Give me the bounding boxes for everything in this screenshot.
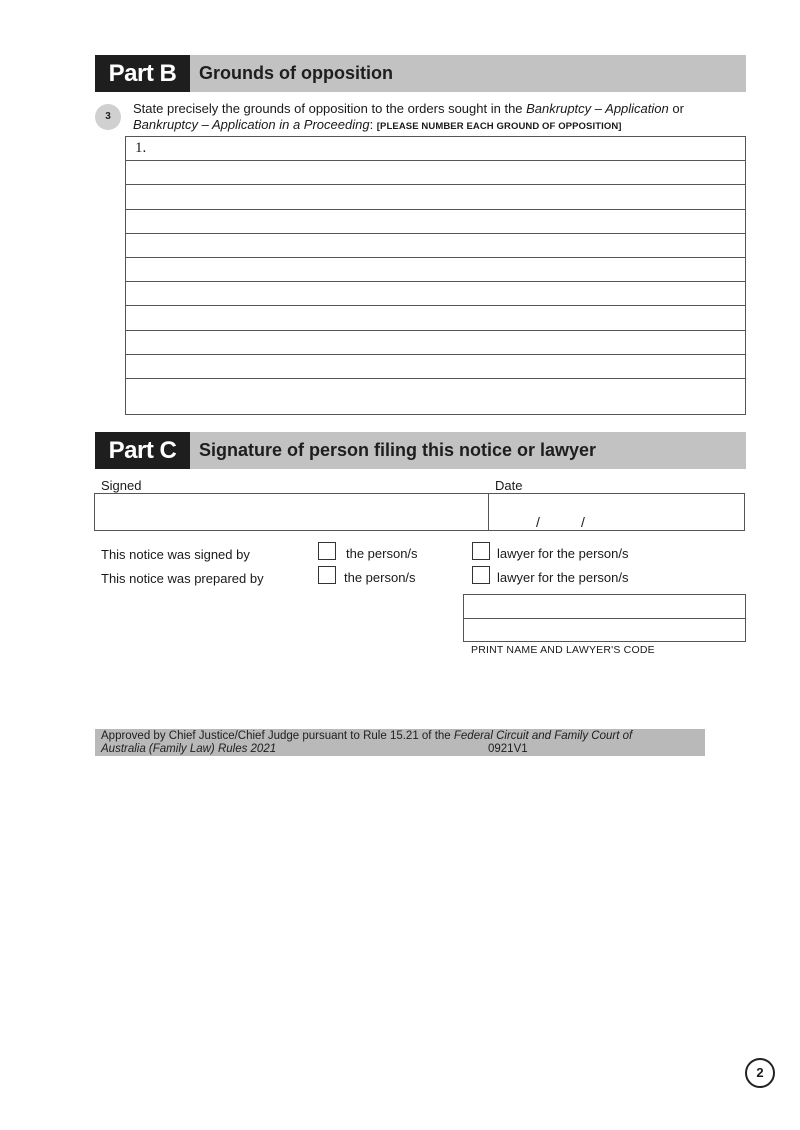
approval-italic: Federal Circuit and Family Court of xyxy=(453,730,633,742)
ground-line[interactable] xyxy=(126,234,745,258)
ground-line[interactable] xyxy=(126,379,745,403)
form-code: 0921V1 xyxy=(488,743,528,755)
signed-by-person-label: the person/s xyxy=(346,546,418,561)
question-caps-note: [PLEASE NUMBER EACH GROUND OF OPPOSITION] xyxy=(376,121,622,132)
signed-by-lawyer-label: lawyer for the person/s xyxy=(497,546,629,561)
ground-line[interactable] xyxy=(126,258,745,282)
part-b-tag: Part B xyxy=(95,55,190,92)
part-c-title: Signature of person filing this notice or lawyer xyxy=(199,440,597,460)
question-italic-part-2: Bankruptcy – Application in a Proceeding xyxy=(133,117,370,132)
approval-text: Approved by Chief Justice/Chief Judge pursuant to Rule 15.21 of the xyxy=(101,730,454,742)
part-b-header xyxy=(95,55,746,92)
ground-number-1: 1. xyxy=(135,140,147,156)
prepared-by-person-label: the person/s xyxy=(344,570,416,585)
part-b-title: Grounds of opposition xyxy=(199,63,393,83)
signature-date-box xyxy=(94,493,745,531)
date-label: Date xyxy=(495,478,523,493)
signature-field[interactable] xyxy=(95,494,488,530)
prepared-by-lawyer-label: lawyer for the person/s xyxy=(497,570,629,585)
question-text-part-3: : xyxy=(369,117,377,132)
ground-line[interactable] xyxy=(126,161,745,185)
date-slash-2: / xyxy=(581,514,585,530)
prepared-by-label: This notice was prepared by xyxy=(101,571,264,586)
ground-line[interactable] xyxy=(126,306,745,330)
approval-strip xyxy=(95,729,705,756)
approval-italic-2: Australia (Family Law) Rules 2021 xyxy=(101,743,277,755)
print-name-field[interactable] xyxy=(464,595,745,618)
ground-line[interactable] xyxy=(126,185,745,209)
question-text-part-1: State precisely the grounds of opposition to the orders sought in the xyxy=(133,101,527,116)
question-instructions xyxy=(133,101,733,135)
signed-by-label: This notice was signed by xyxy=(101,547,250,562)
print-name-caption: PRINT NAME AND LAWYER'S CODE xyxy=(471,644,655,656)
prepared-by-lawyer-checkbox[interactable] xyxy=(472,566,490,584)
date-field[interactable] xyxy=(489,494,744,530)
ground-line[interactable] xyxy=(126,282,745,306)
ground-line[interactable] xyxy=(126,210,745,234)
part-c-tag: Part C xyxy=(95,432,190,469)
ground-line[interactable] xyxy=(126,331,745,355)
grounds-of-opposition-field[interactable] xyxy=(125,136,746,415)
page-number: 2 xyxy=(745,1058,775,1088)
date-slash-1: / xyxy=(536,514,540,530)
lawyer-code-field[interactable] xyxy=(464,619,745,641)
prepared-by-person-checkbox[interactable] xyxy=(318,566,336,584)
signed-by-person-checkbox[interactable] xyxy=(318,542,336,560)
question-text-part-2: or xyxy=(668,101,684,116)
ground-line[interactable] xyxy=(126,137,745,161)
print-name-box xyxy=(463,594,746,642)
part-c-header xyxy=(95,432,746,469)
question-number-badge: 3 xyxy=(95,104,121,130)
signed-label: Signed xyxy=(101,478,142,493)
signed-by-lawyer-checkbox[interactable] xyxy=(472,542,490,560)
ground-line[interactable] xyxy=(126,355,745,379)
question-italic-part-1: Bankruptcy – Application xyxy=(526,101,669,116)
